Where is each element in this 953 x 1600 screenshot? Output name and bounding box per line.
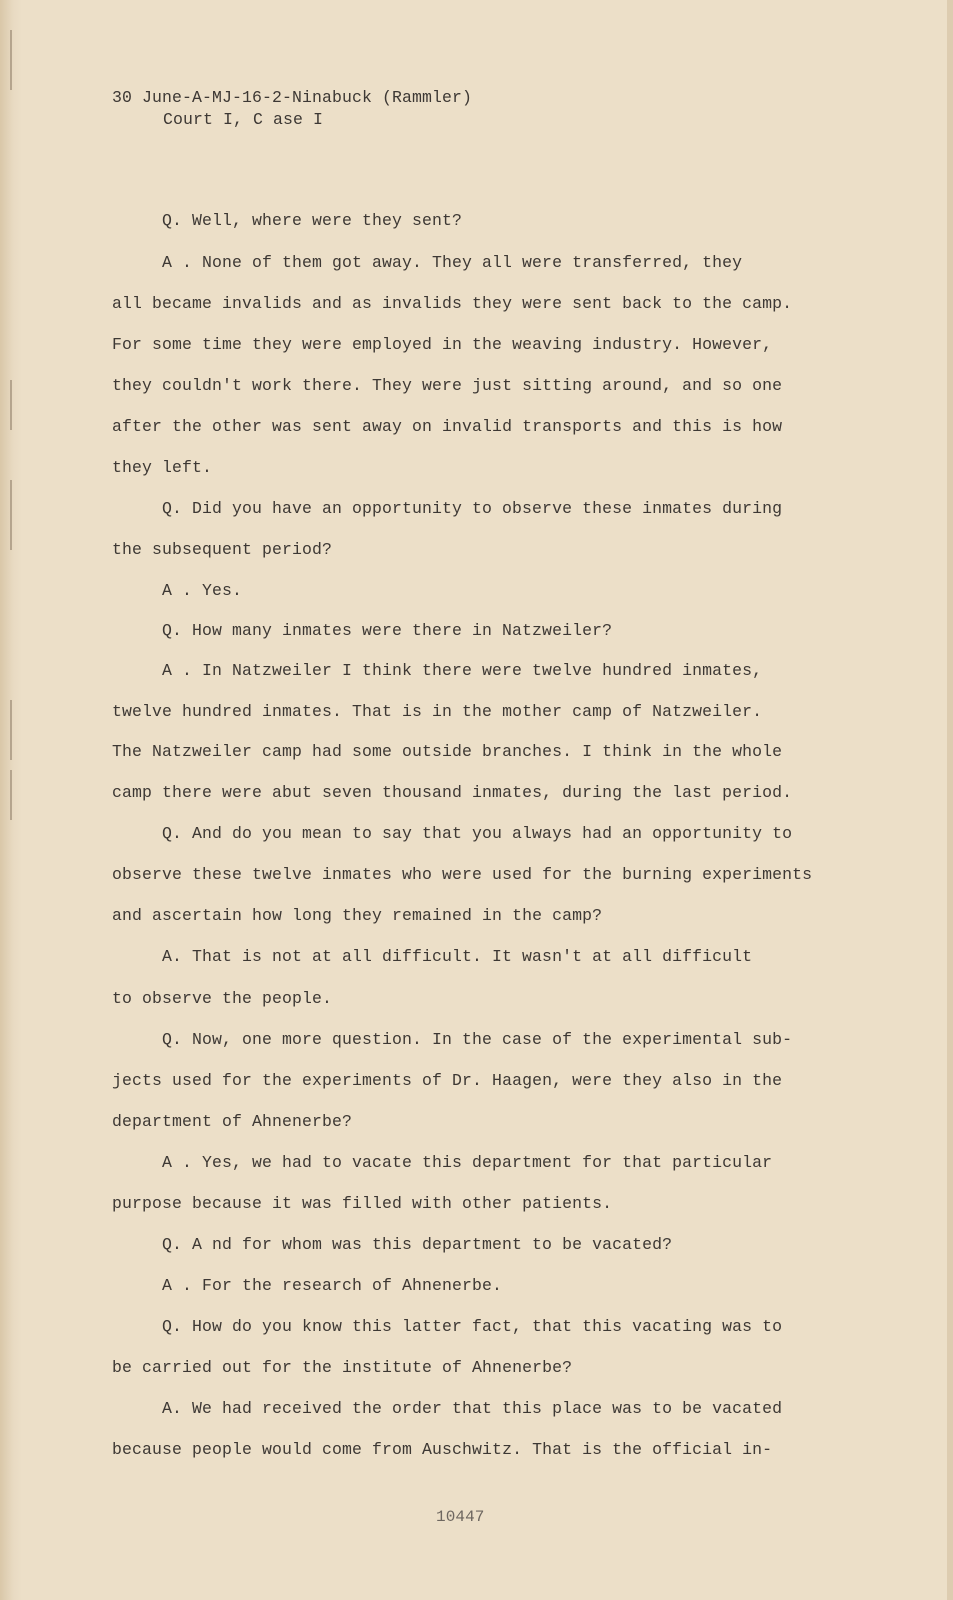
transcript-line: be carried out for the institute of Ahnenerbe? <box>112 1358 573 1377</box>
transcript-line: Q. And do you mean to say that you always had an opportunity to <box>162 824 793 843</box>
transcript-line: A . None of them got away. They all were transferred, they <box>162 253 743 272</box>
transcript-line: and ascertain how long they remained in the camp? <box>112 906 603 925</box>
transcript-line: A . In Natzweiler I think there were twelve hundred inmates, <box>162 661 763 680</box>
transcript-line: after the other was sent away on invalid transports and this is how <box>112 417 783 436</box>
transcript-line: Q. Well, where were they sent? <box>162 211 463 230</box>
transcript-line: Q. How many inmates were there in Natzweiler? <box>162 621 613 640</box>
transcript-line: twelve hundred inmates. That is in the mother camp of Natzweiler. <box>112 702 763 721</box>
transcript-line: Q. Did you have an opportunity to observe these inmates during <box>162 499 783 518</box>
header-reference: 30 June-A-MJ-16-2-Ninabuck (Rammler) <box>112 88 473 107</box>
transcript-line: camp there were abut seven thousand inmates, during the last period. <box>112 783 793 802</box>
transcript-line: observe these twelve inmates who were used for the burning experiments <box>112 865 813 884</box>
transcript-line: all became invalids and as invalids they were sent back to the camp. <box>112 294 793 313</box>
page-number: 10447 <box>436 1508 485 1526</box>
transcript-line: The Natzweiler camp had some outside branches. I think in the whole <box>112 742 783 761</box>
transcript-line: A . For the research of Ahnenerbe. <box>162 1276 503 1295</box>
transcript-line: to observe the people. <box>112 989 333 1008</box>
transcript-line: they left. <box>112 458 213 477</box>
transcript-line: For some time they were employed in the weaving industry. However, <box>112 335 773 354</box>
header-court: Court I, C ase I <box>163 110 324 129</box>
transcript-line: Q. How do you know this latter fact, that this vacating was to <box>162 1317 783 1336</box>
transcript-line: the subsequent period? <box>112 540 333 559</box>
transcript-line: A. That is not at all difficult. It wasn't at all difficult <box>162 947 753 966</box>
transcript-line: department of Ahnenerbe? <box>112 1112 353 1131</box>
transcript-line: A. We had received the order that this place was to be vacated <box>162 1399 783 1418</box>
transcript-line: A . Yes, we had to vacate this department for that particular <box>162 1153 773 1172</box>
transcript-line: because people would come from Auschwitz. That is the official in- <box>112 1440 773 1459</box>
transcript-line: they couldn't work there. They were just sitting around, and so one <box>112 376 783 395</box>
transcript-line: purpose because it was filled with other patients. <box>112 1194 613 1213</box>
transcript-line: jects used for the experiments of Dr. Haagen, were they also in the <box>112 1071 783 1090</box>
transcript-line: Q. Now, one more question. In the case of the experimental sub- <box>162 1030 793 1049</box>
transcript-line: Q. A nd for whom was this department to be vacated? <box>162 1235 673 1254</box>
transcript-line: A . Yes. <box>162 581 243 600</box>
